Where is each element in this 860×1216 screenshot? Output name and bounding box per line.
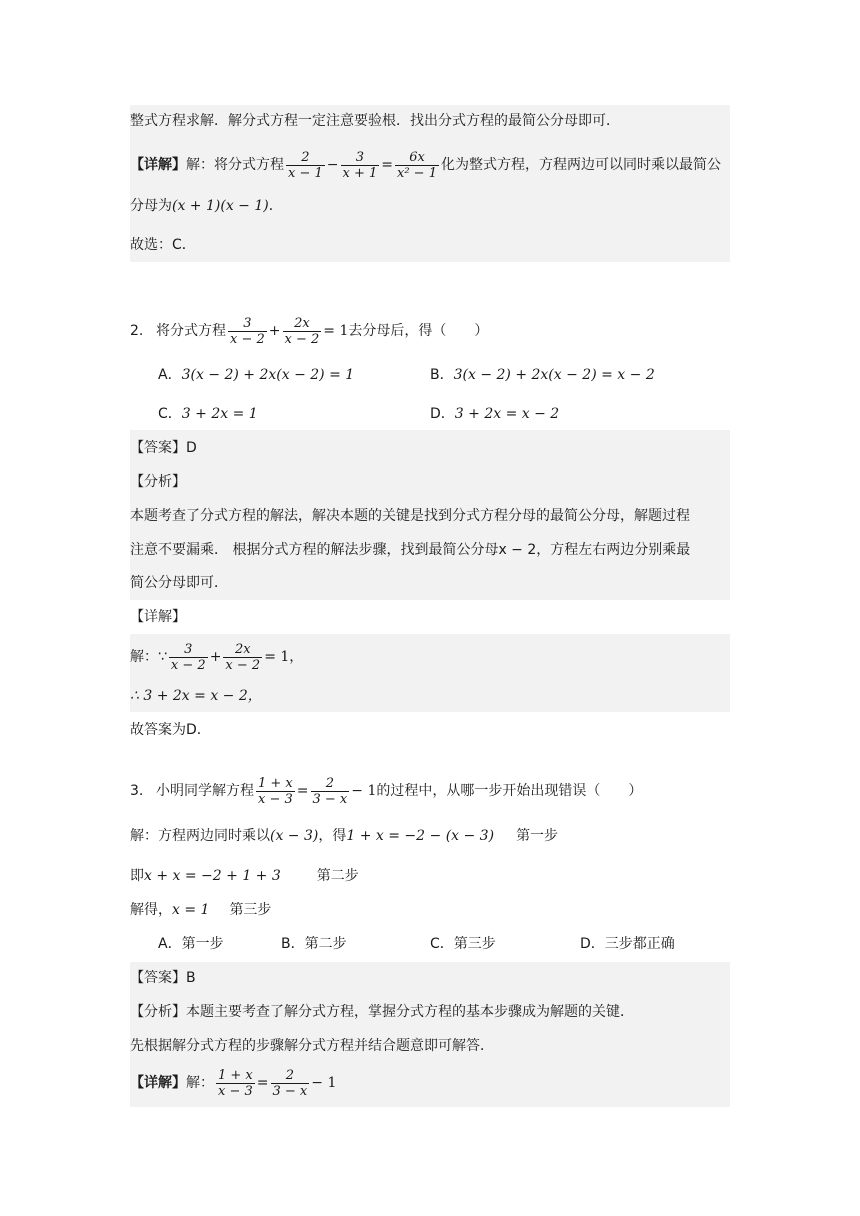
question-number: 3.: [130, 783, 144, 799]
detail-label: 【详解】: [130, 1075, 186, 1091]
q1-denominator-line: 分母为(x + 1)(x − 1)．: [130, 198, 283, 214]
q3-step-3: 解得，x = 1 第三步: [130, 902, 272, 918]
fraction: $\frac{6x}{\text{x² − 1}}$: [397, 149, 437, 181]
q3-stem: 3. 小明同学解方程 $\frac{1 + x}{x - 3}$ = $\frac{2}{3 - x}$ − 1的过程中，从哪一步开始出现错误（ ）: [130, 775, 643, 807]
q2-analysis-line: 简公分母即可．: [130, 575, 228, 591]
q3-option-c[interactable]: C．第三步: [430, 936, 496, 952]
q2-detail-line: 解：∵ $\frac{3}{x - 2}$ + $\frac{2x}{x - 2}$ = 1，: [130, 641, 304, 673]
q2-option-b[interactable]: B．3(x − 2) + 2x(x − 2) = x − 2: [430, 367, 655, 383]
fraction: $\frac{2x}{x - 2}$: [225, 641, 261, 673]
fraction: $\frac{1 + x}{x - 3}$: [258, 775, 293, 807]
fraction: $\frac{3}{x + 1}$: [342, 149, 378, 181]
fraction: $\frac{3}{x - 2}$: [170, 641, 206, 673]
q3-analysis-2: 先根据解分式方程的步骤解分式方程并结合题意即可解答．: [130, 1038, 494, 1054]
q2-answer: 【答案】D: [130, 440, 197, 456]
q2-analysis-line: 本题考查了分式方程的解法，解决本题的关键是找到分式方程分母的最简公分母，解题过程: [130, 508, 690, 524]
fraction: $\frac{3}{x - 2}$: [230, 315, 265, 347]
fraction: $\frac{2}{3 - x}$: [272, 1067, 308, 1099]
question-number: 2.: [130, 323, 144, 339]
q3-option-a[interactable]: A．第一步: [158, 936, 224, 952]
q1-explanation-line: 整式方程求解．解分式方程一定注意要验根．找出分式方程的最简公分母即可．: [130, 113, 620, 129]
q3-option-b[interactable]: B．第二步: [281, 936, 347, 952]
q3-option-d[interactable]: D．三步都正确: [580, 936, 675, 952]
q2-stem: 2. 将分式方程 $\frac{3}{x - 2}$ + $\frac{2x}{x - 2}$ = 1去分母后，得（ ）: [130, 315, 489, 347]
q1-answer: 故选：C．: [130, 237, 196, 253]
q3-analysis: 【分析】本题主要考查了解分式方程，掌握分式方程的基本步骤成为解题的关键．: [130, 1004, 634, 1020]
q2-conclusion: 故答案为D．: [130, 722, 211, 738]
q2-option-c[interactable]: C．3 + 2x = 1: [158, 406, 258, 422]
q2-option-d[interactable]: D．3 + 2x = x − 2: [430, 406, 560, 422]
detail-label: 【详解】: [130, 157, 186, 173]
fraction: $\frac{2x}{x - 2}$: [284, 315, 320, 347]
q3-detail-line: 【详解】解： $\frac{1 + x}{x - 3}$ = $\frac{2}{3 - x}$ − 1: [130, 1067, 337, 1099]
q2-analysis-line: 注意不要漏乘． 根据分式方程的解法步骤，找到最简公分母x − 2，方程左右两边分别乘最: [130, 542, 691, 558]
fraction: $\frac{2}{3 - x}$: [312, 775, 348, 807]
q2-analysis-label: 【分析】: [130, 474, 186, 490]
q2-detail-label: 【详解】: [130, 609, 186, 625]
q2-detail-therefore: ∴ 3 + 2x = x − 2，: [130, 688, 262, 704]
q1-detail-line: 【详解】解：将分式方程 $\frac{2}{x - 1}$ − $\frac{3}{x + 1}$ = $\frac{6x}{\text{x² − 1}}$ 化为整式方程，方程两边可以同时乘以最简公: [130, 149, 721, 181]
q3-step-2: 即x + x = −2 + 1 + 3 第二步: [130, 868, 359, 884]
q3-answer: 【答案】B: [130, 970, 196, 986]
q2-option-a[interactable]: A．3(x − 2) + 2x(x − 2) = 1: [158, 367, 355, 383]
fraction: $\frac{1 + x}{x - 3}$: [218, 1067, 253, 1099]
q3-step-1: 解：方程两边同时乘以(x − 3)，得1 + x = −2 − (x − 3) 第一步: [130, 828, 559, 844]
fraction: $\frac{2}{x - 1}$: [288, 149, 323, 181]
